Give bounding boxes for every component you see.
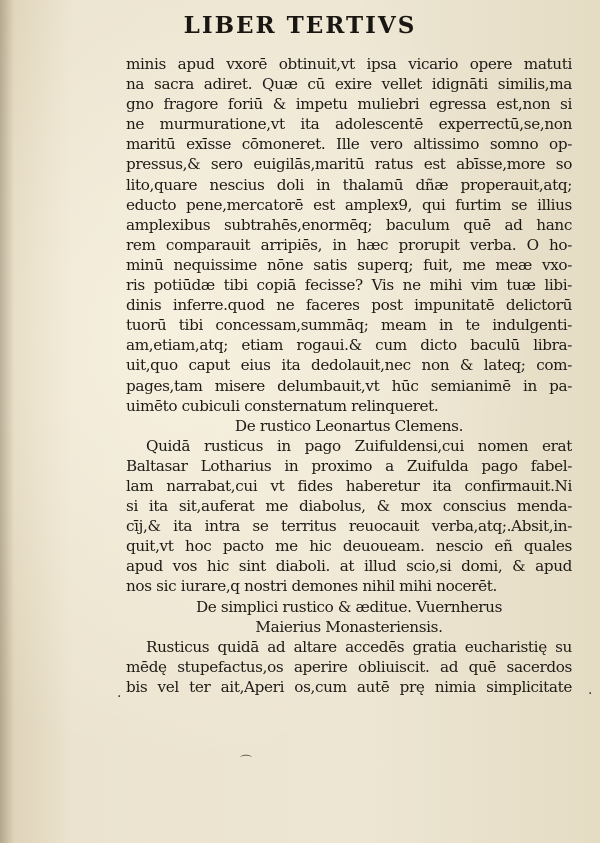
text-line: nos sic iurare,q nostri demones nihil mihi nocerēt. xyxy=(126,577,497,596)
text-line: Quidā rusticus in pago Zuifuldensi,cui nomen erat xyxy=(146,436,572,455)
margin-dot-mark: · xyxy=(117,689,122,705)
text-line: uit,quo caput eius ita dedolauit,nec non & lateq; com- xyxy=(126,356,572,375)
main-text-block xyxy=(126,54,572,697)
text-line: educto pene,mercatorē est amplex9, qui furtim se illius xyxy=(126,195,572,214)
text-line: Baltasar Lotharius in proximo a Zuifulda pago fabel- xyxy=(126,456,572,475)
page-gutter-shadow xyxy=(0,0,14,843)
section-heading: De rustico Leonartus Clemens. xyxy=(234,416,464,435)
text-line: uimēto cubiculi consternatum relinqueret. xyxy=(126,396,439,415)
text-line: rem comparauit arripiēs, in hæc prorupit verba. O ho- xyxy=(126,235,572,254)
text-line: gno fragore foriū & impetu muliebri egressa est,non si xyxy=(126,95,572,114)
text-line: pressus,& sero euigilās,maritū ratus est abīsse,more so xyxy=(126,155,572,174)
text-line: na sacra adiret. Quæ cū exire vellet idignāti similis,ma xyxy=(126,75,572,94)
ink-flourish-mark: ⌒ xyxy=(240,754,253,768)
text-line: apud vos hic sint diaboli. at illud scio,si domi, & apud xyxy=(126,557,572,576)
text-line: am,etiam,atq; etiam rogaui.& cum dicto baculū libra- xyxy=(126,336,572,355)
text-line: Rusticus quidā ad altare accedēs gratia eucharistię su xyxy=(146,637,572,656)
text-line: cīj,& ita intra se territus reuocauit verba,atq;.Absit,in- xyxy=(126,517,572,536)
text-line: minū nequissime nōne satis superq; fuit, me meæ vxo- xyxy=(126,255,572,274)
text-line: mēdę stupefactus,os aperire obliuiscit. ad quē sacerdos xyxy=(126,657,572,676)
section-heading: De simplici rustico & æditue. Vuernherus xyxy=(195,597,503,616)
margin-dot-mark: · xyxy=(588,686,593,702)
text-line: maritū exīsse cōmoneret. Ille vero altissimo somno op- xyxy=(126,135,572,154)
text-line: dinis inferre.quod ne faceres post impunitatē delictorū xyxy=(126,296,572,315)
text-line: quit,vt hoc pacto me hic deuoueam. nescio eñ quales xyxy=(126,537,572,556)
running-head: LIBER TERTIVS xyxy=(183,12,417,39)
text-line: pages,tam misere delumbauit,vt hūc semianimē in pa- xyxy=(126,376,572,395)
text-line: tuorū tibi concessam,summāq; meam in te indulgenti- xyxy=(126,316,572,335)
text-line: ris potiūdæ tibi copiā fecisse? Vis ne mihi vim tuæ libi- xyxy=(126,276,572,295)
text-line: ne murmuratione,vt ita adolescentē experrectū,se,non xyxy=(126,115,572,134)
section-heading-continued: Maierius Monasteriensis. xyxy=(255,617,443,636)
text-line: si ita sit,auferat me diabolus, & mox conscius menda- xyxy=(126,497,572,516)
text-line: bis vel ter ait,Aperi os,cum autē prę nimia simplicitate xyxy=(126,677,572,696)
text-line: lito,quare nescius doli in thalamū dñæ properauit,atq; xyxy=(126,175,572,194)
text-line: amplexibus subtrahēs,enormēq; baculum quē ad hanc xyxy=(126,215,572,234)
text-line: minis apud vxorē obtinuit,vt ipsa vicario opere matuti xyxy=(126,55,572,73)
text-line: lam narrabat,cui vt fides haberetur ita confirmauit.Ni xyxy=(126,476,572,495)
